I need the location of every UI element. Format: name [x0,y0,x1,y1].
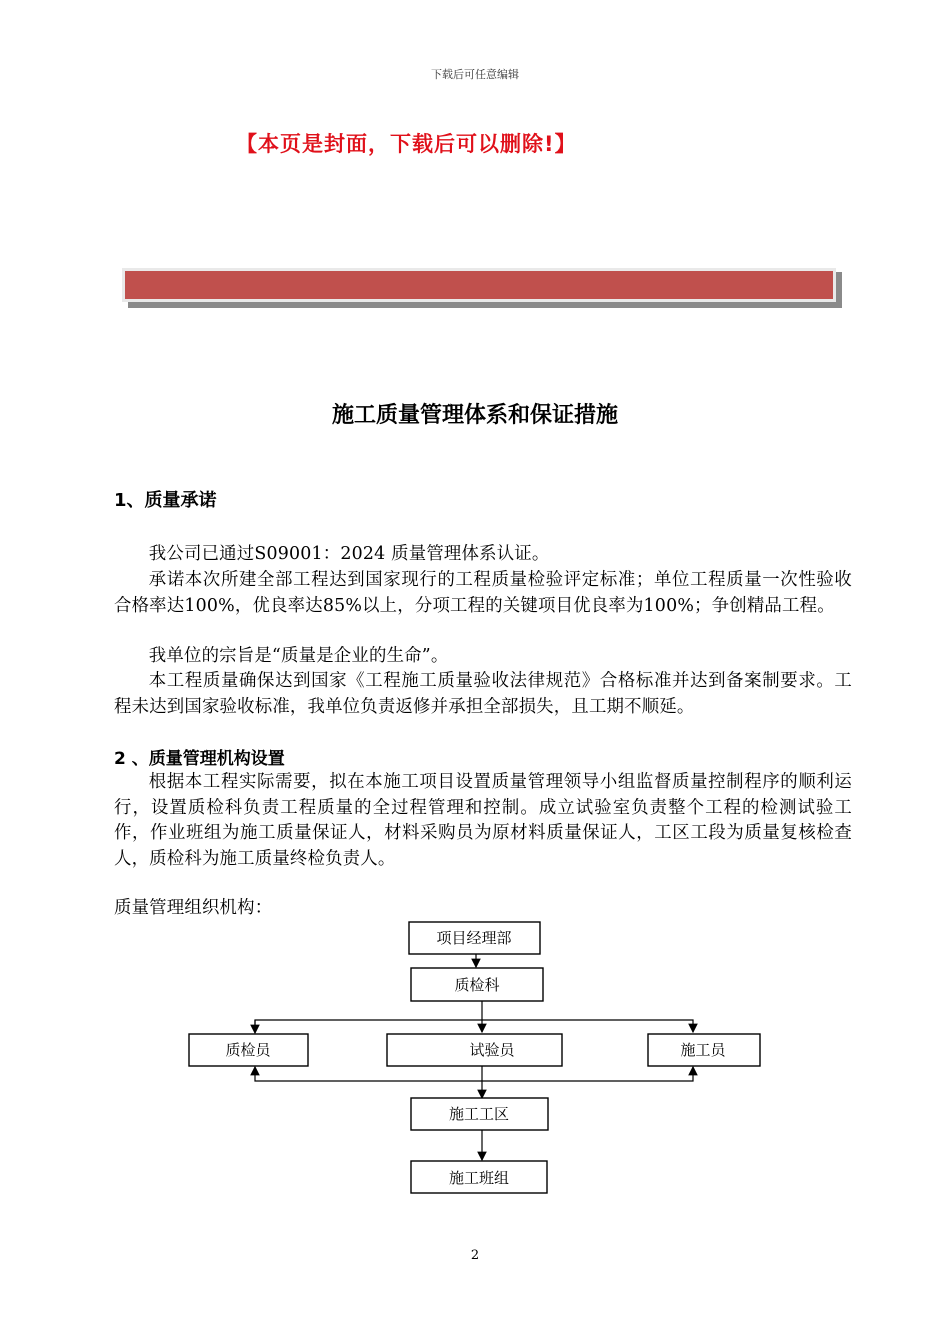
commitment-paragraph-3: 我单位的宗旨是“质量是企业的生命”。 [148,646,449,666]
page-number: 2 [470,1248,480,1263]
commitment-paragraph-4: 本工程质量确保达到国家《工程施工质量验收法律规范》合格标准并达到备案制要求。工程未达到国家验收标准，我单位负责返修并承担全部损失，且工期不顺延。 [114,671,852,717]
org-label-constructor: 施工员 [680,1041,726,1059]
org-label-qc-dept: 质检科 [454,976,500,994]
org-chart-label: 质量管理组织机构： [114,898,273,918]
org-box-inspector [189,1034,308,1066]
org-box-project-dept [409,922,540,954]
org-label-tester: 试验员 [469,1041,515,1059]
commitment-paragraph-1: 我公司已通过S09001：2024 质量管理体系认证。 [148,544,550,564]
header-note: 下载后可任意编辑 [431,68,519,81]
commitment-paragraph-2: 承诺本次所建全部工程达到国家现行的工程质量检验评定标准；单位工程质量一次性验收合格率达100%，优良率达85%以上，分项工程的关键项目优良率为100%；争创精品工程。 [114,570,852,616]
org-box-qc-dept [411,968,543,1001]
org-label-inspector: 质检员 [225,1041,271,1059]
org-label-project-dept: 项目经理部 [436,929,512,947]
org-box-work-team [411,1161,547,1193]
org-box-work-area [411,1098,548,1130]
org-setup-paragraph: 根据本工程实际需要，拟在本施工项目设置质量管理领导小组监督质量控制程序的顺利运行，设置质检科负责工程质量的全过程管理和控制。成立试验室负责整个工程的检测试验工作，作业班组为施工质量保证人，材料采购员为原材料质量保证人，工区工段为质量复核检查人，质检科为施工质量终检负责人。 [114,772,852,869]
org-label-work-area: 施工工区 [448,1105,510,1123]
org-box-constructor [648,1034,760,1066]
section-2-heading: 2 、质量管理机构设置 [114,749,285,769]
org-box-tester [387,1034,562,1066]
document-title: 施工质量管理体系和保证措施 [331,403,618,428]
org-label-work-team: 施工班组 [448,1169,510,1187]
cover-delete-notice: 【本页是封面，下载后可以删除!】 [236,132,577,156]
section-1-heading: 1、质量承诺 [114,490,217,511]
